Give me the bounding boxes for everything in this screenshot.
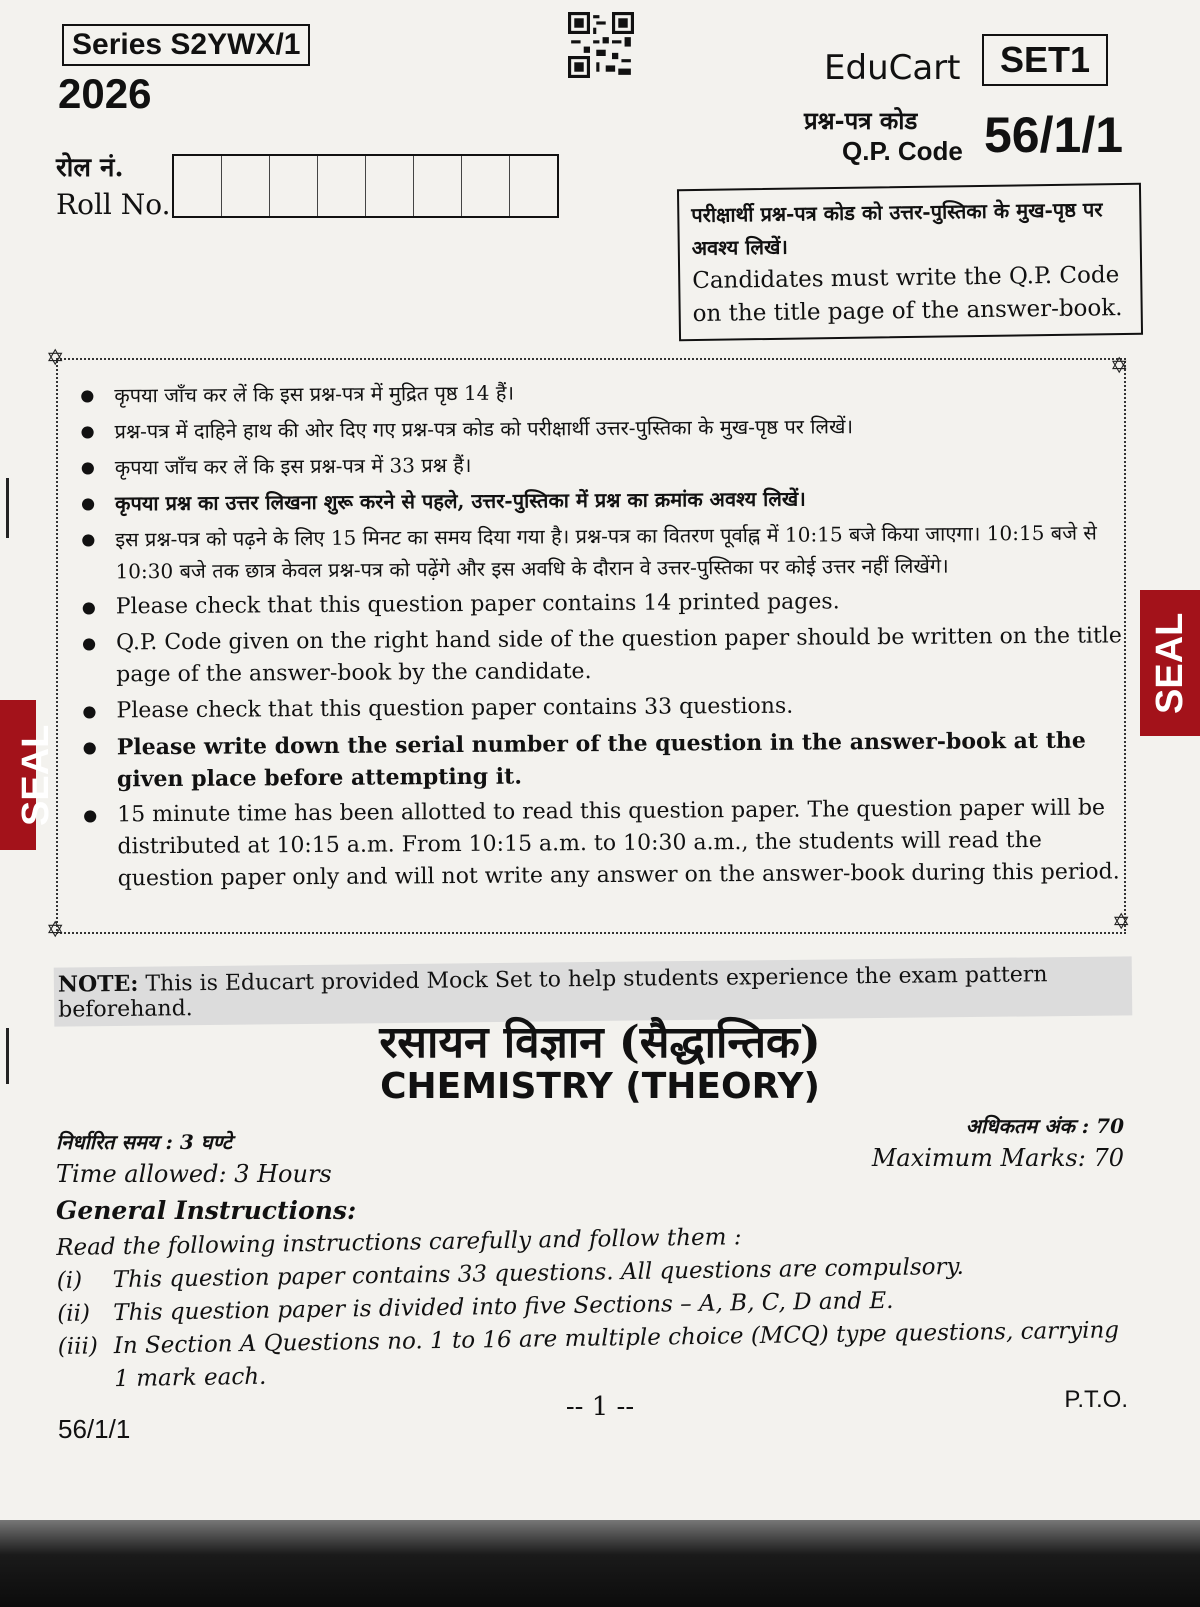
item-number: (iii) <box>57 1333 99 1360</box>
qp-code-label: Q.P. Code <box>842 136 963 166</box>
qp-code-label-hindi: प्रश्न-पत्र कोड <box>804 106 918 135</box>
roll-digit-box <box>270 156 318 216</box>
time-allowed: Time allowed: 3 Hours <box>56 1160 332 1188</box>
roll-digit-box <box>510 156 557 216</box>
list-item: ● कृपया प्रश्न का उत्तर लिखना शुरू करने से पहले, उत्तर-पुस्तिका में प्रश्न का क्रमांक अवश्य लिखें। <box>81 480 1121 519</box>
list-item: ● Q.P. Code given on the right hand side of the question paper should be written on the title page of the answer-book by the candidate. <box>82 620 1122 691</box>
maximum-marks-hindi: अधिकतम अंक : 70 <box>965 1114 1124 1138</box>
list-item: ● कृपया जाँच कर लें कि इस प्रश्न-पत्र में मुद्रित पृष्ठ 14 हैं। <box>80 372 1120 411</box>
candidate-note-hindi: परीक्षार्थी प्रश्न-पत्र कोड को उत्तर-पुस्तिका के मुख-पृष्ठ पर अवश्य लिखें। <box>691 197 1103 261</box>
roll-digit-box <box>414 156 462 216</box>
seal-badge-text: SEAL <box>15 724 57 826</box>
footer-qp-code: 56/1/1 <box>58 1414 131 1444</box>
seal-badge-left <box>0 700 57 850</box>
roll-digit-box <box>366 156 414 216</box>
list-item: ● इस प्रश्न-पत्र को पढ़ने के लिए 15 मिनट का समय दिया गया है। प्रश्न-पत्र का वितरण पूर्वाह्न में 10:15 बजे किया जाएगा। 10:15 बजे से 10:30 बजे तक छात्र केवल प्रश्न-पत्र को पढ़ेंगे और इस अवधि के दौरान वे उत्तर-पुस्तिका पर कोई उत्तर नहीं लिखेंगे। <box>81 516 1121 587</box>
roll-number-boxes <box>172 154 559 218</box>
list-item: ● कृपया जाँच कर लें कि इस प्रश्न-पत्र में 33 प्रश्न हैं। <box>81 444 1121 483</box>
roll-digit-box <box>462 156 510 216</box>
page-number: -- 1 -- <box>565 1392 635 1422</box>
qp-code: 56/1/1 <box>984 107 1124 163</box>
roll-digit-box <box>174 156 222 216</box>
item-text: This question paper is divided into five Sections – A, B, C, D and E. <box>113 1287 894 1327</box>
page-shadow <box>0 1520 1200 1607</box>
candidate-note: Candidates must write the Q.P. Code on the title page of the answer-book. <box>692 262 1123 328</box>
list-item: ● Please check that this question paper contains 14 printed pages. <box>82 584 1122 623</box>
list-item: ● प्रश्न-पत्र में दाहिने हाथ की ओर दिए गए प्रश्न-पत्र कोड को परीक्षार्थी उत्तर-पुस्तिका के मुख-पृष्ठ पर लिखें। <box>80 408 1120 447</box>
star-icon: ✡ <box>46 346 65 371</box>
seal-badge: SEAL <box>1140 590 1200 736</box>
item-text: In Section A Questions no. 1 to 16 are multiple choice (MCQ) type questions, carrying <box>113 1317 1120 1360</box>
margin-mark <box>6 1028 9 1084</box>
general-instructions-heading: General Instructions: <box>56 1196 357 1225</box>
series-label: Series S2YWX/1 <box>62 24 310 66</box>
brand-logo: EduCart <box>824 48 961 88</box>
star-icon: ✡ <box>1110 354 1129 379</box>
list-item: ● Please write down the serial number of the question in the answer-book at the given place before attempting it. <box>83 724 1123 795</box>
roll-label-hindi: रोल नं. <box>56 153 124 183</box>
general-intro: Read the following instructions carefully and follow them : <box>56 1224 742 1261</box>
roll-digit-box <box>222 156 270 216</box>
time-allowed-hindi: निर्धारित समय : 3 घण्टे <box>56 1130 232 1154</box>
note-label: NOTE: <box>57 970 139 998</box>
margin-mark <box>6 478 9 538</box>
maximum-marks: Maximum Marks: 70 <box>871 1144 1124 1172</box>
roll-label: Roll No. <box>56 188 171 221</box>
star-icon: ✡ <box>1112 910 1131 935</box>
instructions-list <box>80 372 1124 899</box>
roll-digit-box <box>318 156 366 216</box>
item-continuation: 1 mark each. <box>114 1363 267 1393</box>
subject-title-hindi: रसायन विज्ञान (सैद्धान्तिक) <box>379 1017 821 1068</box>
list-item: ● 15 minute time has been allotted to read this question paper. The question paper will be distributed at 10:15 a.m. From 10:15 a.m. to 10:30 a.m., the students will read the question paper only and will not write any answer on the answer-book during this period. <box>83 792 1124 895</box>
star-icon: ✡ <box>46 918 65 943</box>
subject-title: CHEMISTRY (THEORY) <box>380 1066 820 1107</box>
set-label: SET1 <box>982 34 1108 86</box>
pto-label: P.T.O. <box>1064 1386 1128 1413</box>
item-number: (ii) <box>57 1300 91 1327</box>
note-text: This is Educart provided Mock Set to help students experience the exam pattern beforehand. <box>58 962 1048 1023</box>
item-number: (i) <box>56 1267 83 1294</box>
list-item: ● Please check that this question paper contains 33 questions. <box>82 688 1122 727</box>
item-text: This question paper contains 33 questions. All questions are compulsory. <box>112 1253 964 1294</box>
qr-code-icon <box>568 12 634 78</box>
year: 2026 <box>58 70 152 117</box>
general-instructions <box>56 1215 1128 1397</box>
candidate-note-box <box>677 183 1143 341</box>
